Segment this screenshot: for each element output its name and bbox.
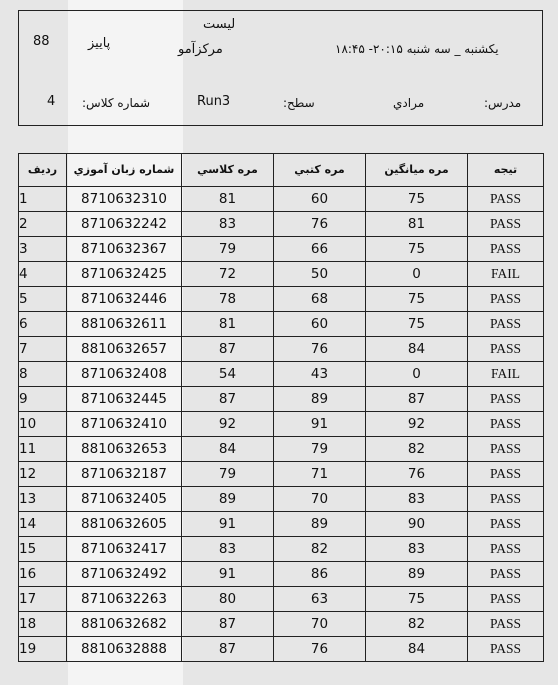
result-cell: PASS <box>468 612 544 637</box>
average-score-cell: 75 <box>366 312 468 337</box>
table-row <box>19 387 544 412</box>
table-row <box>19 412 544 437</box>
table-row <box>19 237 544 262</box>
row-number-cell: 15 <box>19 537 67 562</box>
student-id-cell: 8810632653 <box>67 437 182 462</box>
student-id-cell: 8810632888 <box>67 637 182 662</box>
average-score-cell: 81 <box>366 212 468 237</box>
student-id-cell: 8810632682 <box>67 612 182 637</box>
student-id-cell: 8810632657 <box>67 337 182 362</box>
table-row <box>19 362 544 387</box>
student-id-cell: 8710632405 <box>67 487 182 512</box>
class-score-cell: 79 <box>182 237 274 262</box>
teacher-name: مرادي <box>393 96 425 110</box>
result-cell: PASS <box>468 462 544 487</box>
class-score-cell: 92 <box>182 412 274 437</box>
average-score-cell: 89 <box>366 562 468 587</box>
table-row <box>19 212 544 237</box>
student-id-cell: 8710632263 <box>67 587 182 612</box>
col-header-average-score: مره ميانگين <box>366 154 468 187</box>
class-score-cell: 54 <box>182 362 274 387</box>
result-cell: PASS <box>468 287 544 312</box>
row-number-cell: 18 <box>19 612 67 637</box>
written-score-cell: 86 <box>274 562 366 587</box>
grades-table <box>18 153 544 662</box>
written-score-cell: 91 <box>274 412 366 437</box>
table-row <box>19 612 544 637</box>
student-id-cell: 8710632367 <box>67 237 182 262</box>
level-value: Run3 <box>197 94 231 109</box>
class-score-cell: 89 <box>182 487 274 512</box>
teacher-label: مدرس: <box>484 96 522 110</box>
class-score-cell: 81 <box>182 187 274 212</box>
average-score-cell: 90 <box>366 512 468 537</box>
student-id-cell: 8710632408 <box>67 362 182 387</box>
written-score-cell: 76 <box>274 637 366 662</box>
table-row <box>19 537 544 562</box>
row-number-cell: 19 <box>19 637 67 662</box>
col-header-written-score: مره كتبي <box>274 154 366 187</box>
average-score-cell: 82 <box>366 612 468 637</box>
average-score-cell: 75 <box>366 187 468 212</box>
written-score-cell: 60 <box>274 312 366 337</box>
result-cell: PASS <box>468 237 544 262</box>
result-cell: FAIL <box>468 362 544 387</box>
table-row <box>19 462 544 487</box>
result-cell: PASS <box>468 537 544 562</box>
list-label: ليست <box>203 17 236 32</box>
class-score-cell: 80 <box>182 587 274 612</box>
class-score-cell: 91 <box>182 562 274 587</box>
row-number-cell: 9 <box>19 387 67 412</box>
written-score-cell: 76 <box>274 212 366 237</box>
average-score-cell: 92 <box>366 412 468 437</box>
row-number-cell: 4 <box>19 262 67 287</box>
average-score-cell: 84 <box>366 637 468 662</box>
average-score-cell: 84 <box>366 337 468 362</box>
table-row <box>19 637 544 662</box>
schedule-text: يكشنبه _ سه شنبه ۲۰:۱۵- ۱۸:۴۵ <box>335 42 499 56</box>
row-number-cell: 14 <box>19 512 67 537</box>
level-label: سطح: <box>283 96 315 110</box>
result-cell: PASS <box>468 337 544 362</box>
table-row <box>19 187 544 212</box>
col-header-result: تيجه <box>468 154 544 187</box>
class-score-cell: 72 <box>182 262 274 287</box>
written-score-cell: 63 <box>274 587 366 612</box>
average-score-cell: 76 <box>366 462 468 487</box>
written-score-cell: 76 <box>274 337 366 362</box>
student-id-cell: 8710632446 <box>67 287 182 312</box>
written-score-cell: 89 <box>274 387 366 412</box>
written-score-cell: 70 <box>274 487 366 512</box>
class-score-cell: 84 <box>182 437 274 462</box>
row-number-cell: 7 <box>19 337 67 362</box>
written-score-cell: 66 <box>274 237 366 262</box>
written-score-cell: 71 <box>274 462 366 487</box>
table-row <box>19 287 544 312</box>
table-row <box>19 587 544 612</box>
row-number-cell: 12 <box>19 462 67 487</box>
result-cell: PASS <box>468 637 544 662</box>
average-score-cell: 0 <box>366 362 468 387</box>
table-row <box>19 437 544 462</box>
class-score-cell: 83 <box>182 212 274 237</box>
written-score-cell: 89 <box>274 512 366 537</box>
row-number-cell: 6 <box>19 312 67 337</box>
table-row <box>19 487 544 512</box>
student-id-cell: 8710632425 <box>67 262 182 287</box>
row-number-cell: 16 <box>19 562 67 587</box>
result-cell: PASS <box>468 312 544 337</box>
row-number-cell: 3 <box>19 237 67 262</box>
written-score-cell: 43 <box>274 362 366 387</box>
student-id-cell: 8710632410 <box>67 412 182 437</box>
written-score-cell: 50 <box>274 262 366 287</box>
class-score-cell: 81 <box>182 312 274 337</box>
student-id-cell: 8710632492 <box>67 562 182 587</box>
row-number-cell: 17 <box>19 587 67 612</box>
class-score-cell: 87 <box>182 637 274 662</box>
class-score-cell: 87 <box>182 612 274 637</box>
written-score-cell: 60 <box>274 187 366 212</box>
written-score-cell: 79 <box>274 437 366 462</box>
row-number-cell: 10 <box>19 412 67 437</box>
average-score-cell: 0 <box>366 262 468 287</box>
table-row <box>19 262 544 287</box>
result-cell: PASS <box>468 562 544 587</box>
result-cell: FAIL <box>468 262 544 287</box>
written-score-cell: 70 <box>274 612 366 637</box>
table-row <box>19 562 544 587</box>
table-row <box>19 337 544 362</box>
table-row <box>19 512 544 537</box>
student-id-cell: 8710632242 <box>67 212 182 237</box>
row-number-cell: 13 <box>19 487 67 512</box>
average-score-cell: 87 <box>366 387 468 412</box>
written-score-cell: 68 <box>274 287 366 312</box>
result-cell: PASS <box>468 212 544 237</box>
result-cell: PASS <box>468 412 544 437</box>
student-id-cell: 8710632310 <box>67 187 182 212</box>
written-score-cell: 82 <box>274 537 366 562</box>
center-label: مركزآمو <box>178 42 223 57</box>
result-cell: PASS <box>468 487 544 512</box>
col-header-student-id: شماره زبان آموزي <box>67 154 182 187</box>
result-cell: PASS <box>468 187 544 212</box>
col-header-row-number: رديف <box>19 154 67 187</box>
class-score-cell: 83 <box>182 537 274 562</box>
table-header-row <box>19 154 544 187</box>
class-count-value: 4 <box>47 94 56 109</box>
result-cell: PASS <box>468 437 544 462</box>
col-header-class-score: مره كلاسي <box>182 154 274 187</box>
average-score-cell: 83 <box>366 537 468 562</box>
average-score-cell: 75 <box>366 287 468 312</box>
class-count-label: شماره كلاس: <box>82 96 151 110</box>
average-score-cell: 75 <box>366 237 468 262</box>
row-number-cell: 2 <box>19 212 67 237</box>
class-score-cell: 78 <box>182 287 274 312</box>
row-number-cell: 5 <box>19 287 67 312</box>
student-id-cell: 8810632611 <box>67 312 182 337</box>
student-id-cell: 8710632417 <box>67 537 182 562</box>
season-label: پاييز <box>88 36 111 51</box>
result-cell: PASS <box>468 587 544 612</box>
class-score-cell: 87 <box>182 387 274 412</box>
class-score-cell: 91 <box>182 512 274 537</box>
row-number-cell: 11 <box>19 437 67 462</box>
result-cell: PASS <box>468 512 544 537</box>
student-id-cell: 8710632445 <box>67 387 182 412</box>
row-number-cell: 1 <box>19 187 67 212</box>
average-score-cell: 83 <box>366 487 468 512</box>
header-number: 88 <box>33 34 50 49</box>
class-score-cell: 87 <box>182 337 274 362</box>
class-score-cell: 79 <box>182 462 274 487</box>
table-row <box>19 312 544 337</box>
average-score-cell: 75 <box>366 587 468 612</box>
result-cell: PASS <box>468 387 544 412</box>
row-number-cell: 8 <box>19 362 67 387</box>
student-id-cell: 8810632605 <box>67 512 182 537</box>
average-score-cell: 82 <box>366 437 468 462</box>
student-id-cell: 8710632187 <box>67 462 182 487</box>
